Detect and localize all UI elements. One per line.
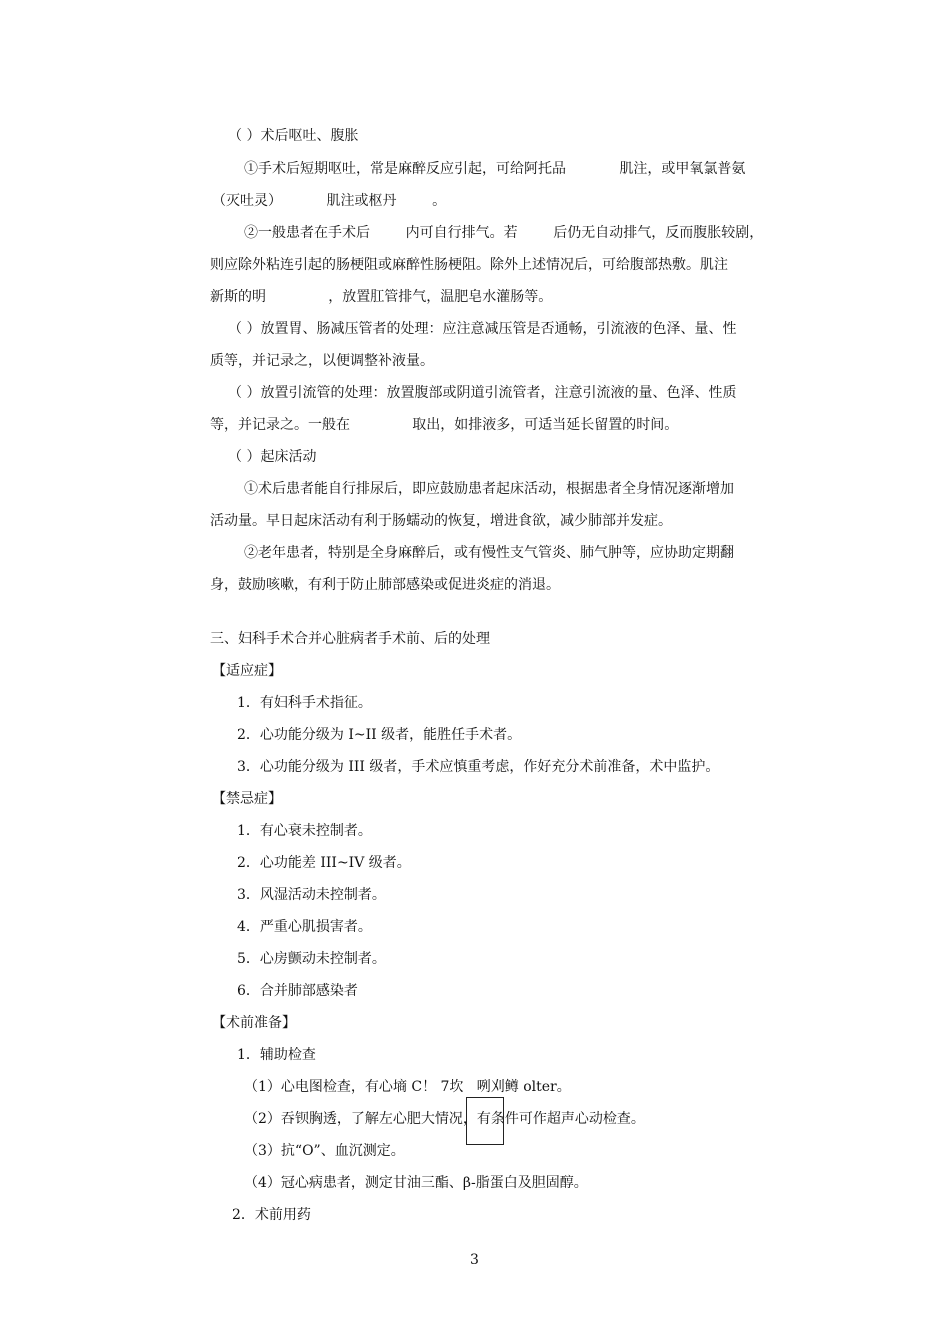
- sub-list-item: （2）吞钡胸透，了解左心肥大情况，有条件可作超声心动检查。: [244, 1111, 645, 1127]
- list-item: 2．心功能分级为 I~II 级者，能胜任手术者。: [237, 727, 522, 743]
- paragraph-line: 则应除外粘连引起的肠梗阻或麻醉性肠梗阻。除外上述情况后，可给腹部热敷。肌注: [210, 257, 728, 273]
- list-item: 4．严重心肌损害者。: [237, 919, 372, 935]
- paragraph-line: ②老年患者，特别是全身麻醉后，或有慢性支气管炎、肺气肿等，应协助定期翻: [244, 545, 734, 561]
- paragraph-line: 身，鼓励咳嗽，有利于防止肺部感染或促进炎症的消退。: [210, 577, 560, 593]
- list-item: 5．心房颤动未控制者。: [237, 951, 386, 967]
- section-title: 三、妇科手术合并心脏病者手术前、后的处理: [210, 631, 490, 647]
- paragraph-line: 等，并记录之。一般在 取出，如排液多，可适当延长留置的时间。: [210, 417, 679, 433]
- list-item: 2．术前用药: [232, 1207, 311, 1223]
- subsection-indications: 【适应症】: [212, 663, 282, 679]
- heading-get-up: （ ）起床活动: [228, 449, 317, 465]
- sub-list-item: （4）冠心病患者，测定甘油三酯、β-脂蛋白及胆固醇。: [244, 1175, 588, 1191]
- paragraph-line: 活动量。早日起床活动有利于肠蠕动的恢复，增进食欲，减少肺部并发症。: [210, 513, 672, 529]
- list-item: 1．辅助检查: [237, 1047, 316, 1063]
- paragraph-line: ①手术后短期呕吐，常是麻醉反应引起，可给阿托品 肌注，或甲氧氯普氨: [244, 161, 746, 177]
- page-number: 3: [470, 1252, 479, 1268]
- subsection-contraindications: 【禁忌症】: [212, 791, 282, 807]
- paragraph-line: （ ）放置胃、肠减压管者的处理：应注意减压管是否通畅，引流液的色泽、量、性: [228, 321, 737, 337]
- paragraph-line: ②一般患者在手术后 内可自行排气。若 后仍无自动排气，反而腹胀较剧，: [244, 225, 764, 241]
- paragraph-line: 质等，并记录之，以便调整补液量。: [210, 353, 434, 369]
- list-item: 1．有心衰未控制者。: [237, 823, 372, 839]
- list-item: 2．心功能差 III~IV 级者。: [237, 855, 411, 871]
- list-item: 3．心功能分级为 III 级者，手术应慎重考虑，作好充分术前准备，术中监护。: [237, 759, 720, 775]
- highlight-box: [466, 1097, 504, 1145]
- paragraph-line: 新斯的明 ，放置肛管排气，温肥皂水灌肠等。: [210, 289, 553, 305]
- subsection-preop-prep: 【术前准备】: [212, 1015, 296, 1031]
- heading-postop-vomiting: （ ）术后呕吐、腹胀: [228, 128, 359, 144]
- list-item: 1．有妇科手术指征。: [237, 695, 372, 711]
- sub-list-item: （3）抗“O”、血沉测定。: [244, 1143, 405, 1159]
- paragraph-line: ①术后患者能自行排尿后，即应鼓励患者起床活动，根据患者全身情况逐渐增加: [244, 481, 734, 497]
- paragraph-line: （灭吐灵） 肌注或枢丹 。: [212, 193, 447, 209]
- paragraph-line: （ ）放置引流管的处理：放置腹部或阴道引流管者，注意引流液的量、色泽、性质: [228, 385, 737, 401]
- list-item: 3．风湿活动未控制者。: [237, 887, 386, 903]
- list-item: 6．合并肺部感染者: [237, 983, 358, 999]
- sub-list-item: （1）心电图检查，有心墒 C！ 7坎 咧刈鳟 olter。: [244, 1079, 571, 1095]
